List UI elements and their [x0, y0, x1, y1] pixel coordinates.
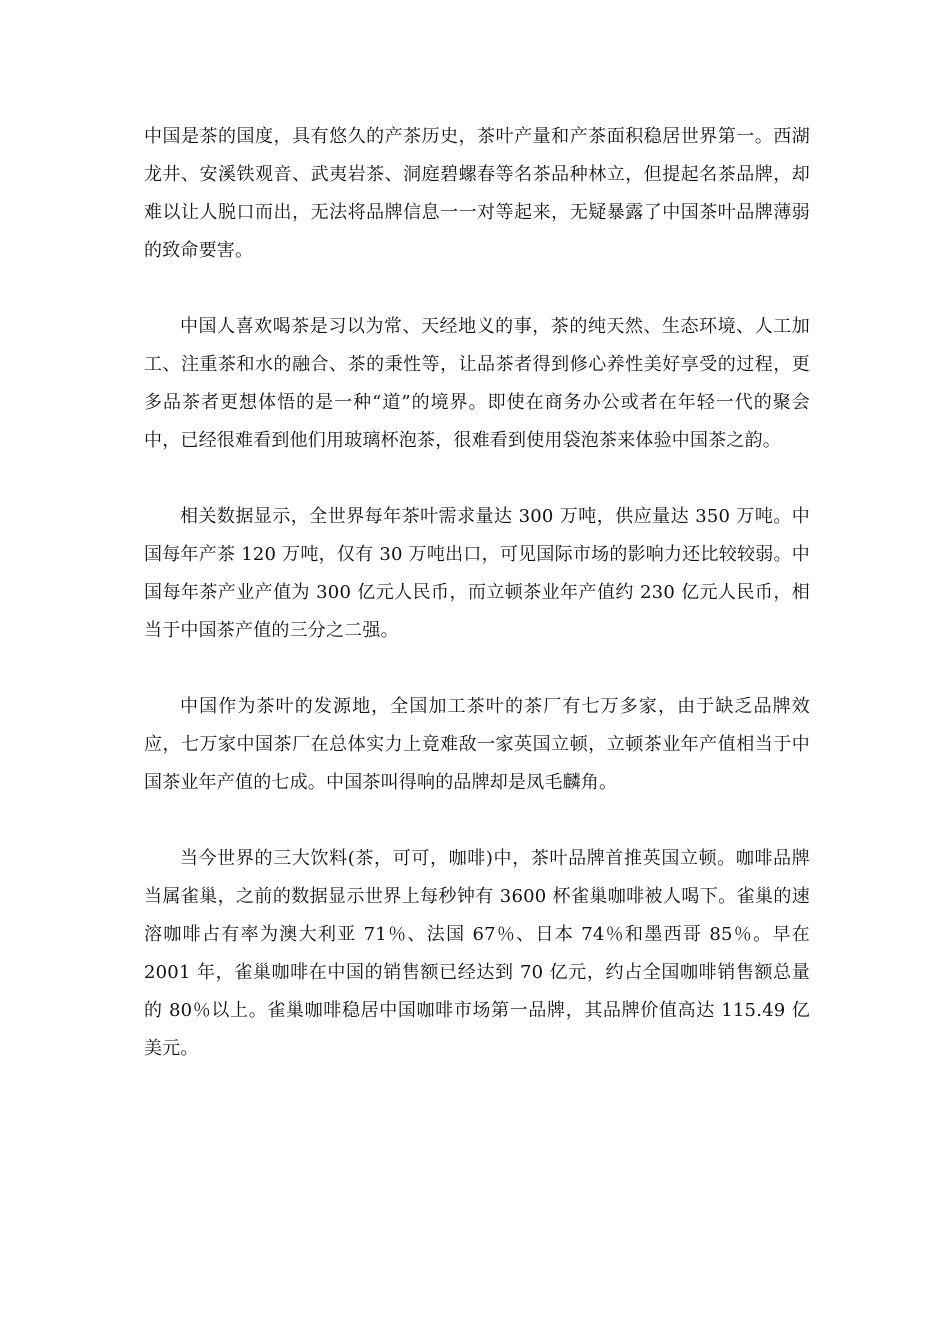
- paragraph-4: 中国作为茶叶的发源地，全国加工茶叶的茶厂有七万多家，由于缺乏品牌效应，七万家中国茶厂在总体实力上竟难敌一家英国立顿，立顿茶业年产值相当于中国茶业年产值的七成。中国茶叫得响的品牌却是凤毛麟角。: [144, 696, 810, 793]
- paragraph-3: 相关数据显示，全世界每年茶叶需求量达 300 万吨，供应量达 350 万吨。中国每年产茶 120 万吨，仅有 30 万吨出口，可见国际市场的影响力还比较较弱。中国每年茶产业产值为 300 亿元人民币，而立顿茶业年产值约 230 亿元人民币，相当于中国茶产值的三分之二强。: [144, 506, 810, 641]
- paragraph-2: 中国人喜欢喝茶是习以为常、天经地义的事，茶的纯天然、生态环境、人工加工、注重茶和水的融合、茶的秉性等，让品茶者得到修心养性美好享受的过程，更多品茶者更想体悟的是一种“道”的境界。即使在商务办公或者在年轻一代的聚会中，已经很难看到他们用玻璃杯泡茶，很难看到使用袋泡茶来体验中国茶之韵。: [144, 316, 810, 451]
- paragraph-gap: [144, 650, 810, 688]
- paragraph-gap: [144, 802, 810, 840]
- paragraph-gap: [144, 270, 810, 308]
- paragraph-5: 当今世界的三大饮料(茶，可可，咖啡)中，茶叶品牌首推英国立顿。咖啡品牌当属雀巢，之前的数据显示世界上每秒钟有 3600 杯雀巢咖啡被人喝下。雀巢的速溶咖啡占有率为澳大利亚 71％、法国 67％、日本 74％和墨西哥 85％。早在 2001 年，雀巢咖啡在中国的销售额已经达到 70 亿元，约占全国咖啡销售额总量的 80％以上。雀巢咖啡稳居中国咖啡市场第一品牌，其品牌价值高达 115.49 亿美元。: [144, 848, 810, 1059]
- document-body: [144, 118, 810, 1068]
- paragraph-1: 中国是茶的国度，具有悠久的产茶历史，茶叶产量和产茶面积稳居世界第一。西湖龙井、安溪铁观音、武夷岩茶、洞庭碧螺春等名茶品种林立，但提起名茶品牌，却难以让人脱口而出，无法将品牌信息一一对等起来，无疑暴露了中国茶叶品牌薄弱的致命要害。: [144, 126, 810, 261]
- paragraph-gap: [144, 460, 810, 498]
